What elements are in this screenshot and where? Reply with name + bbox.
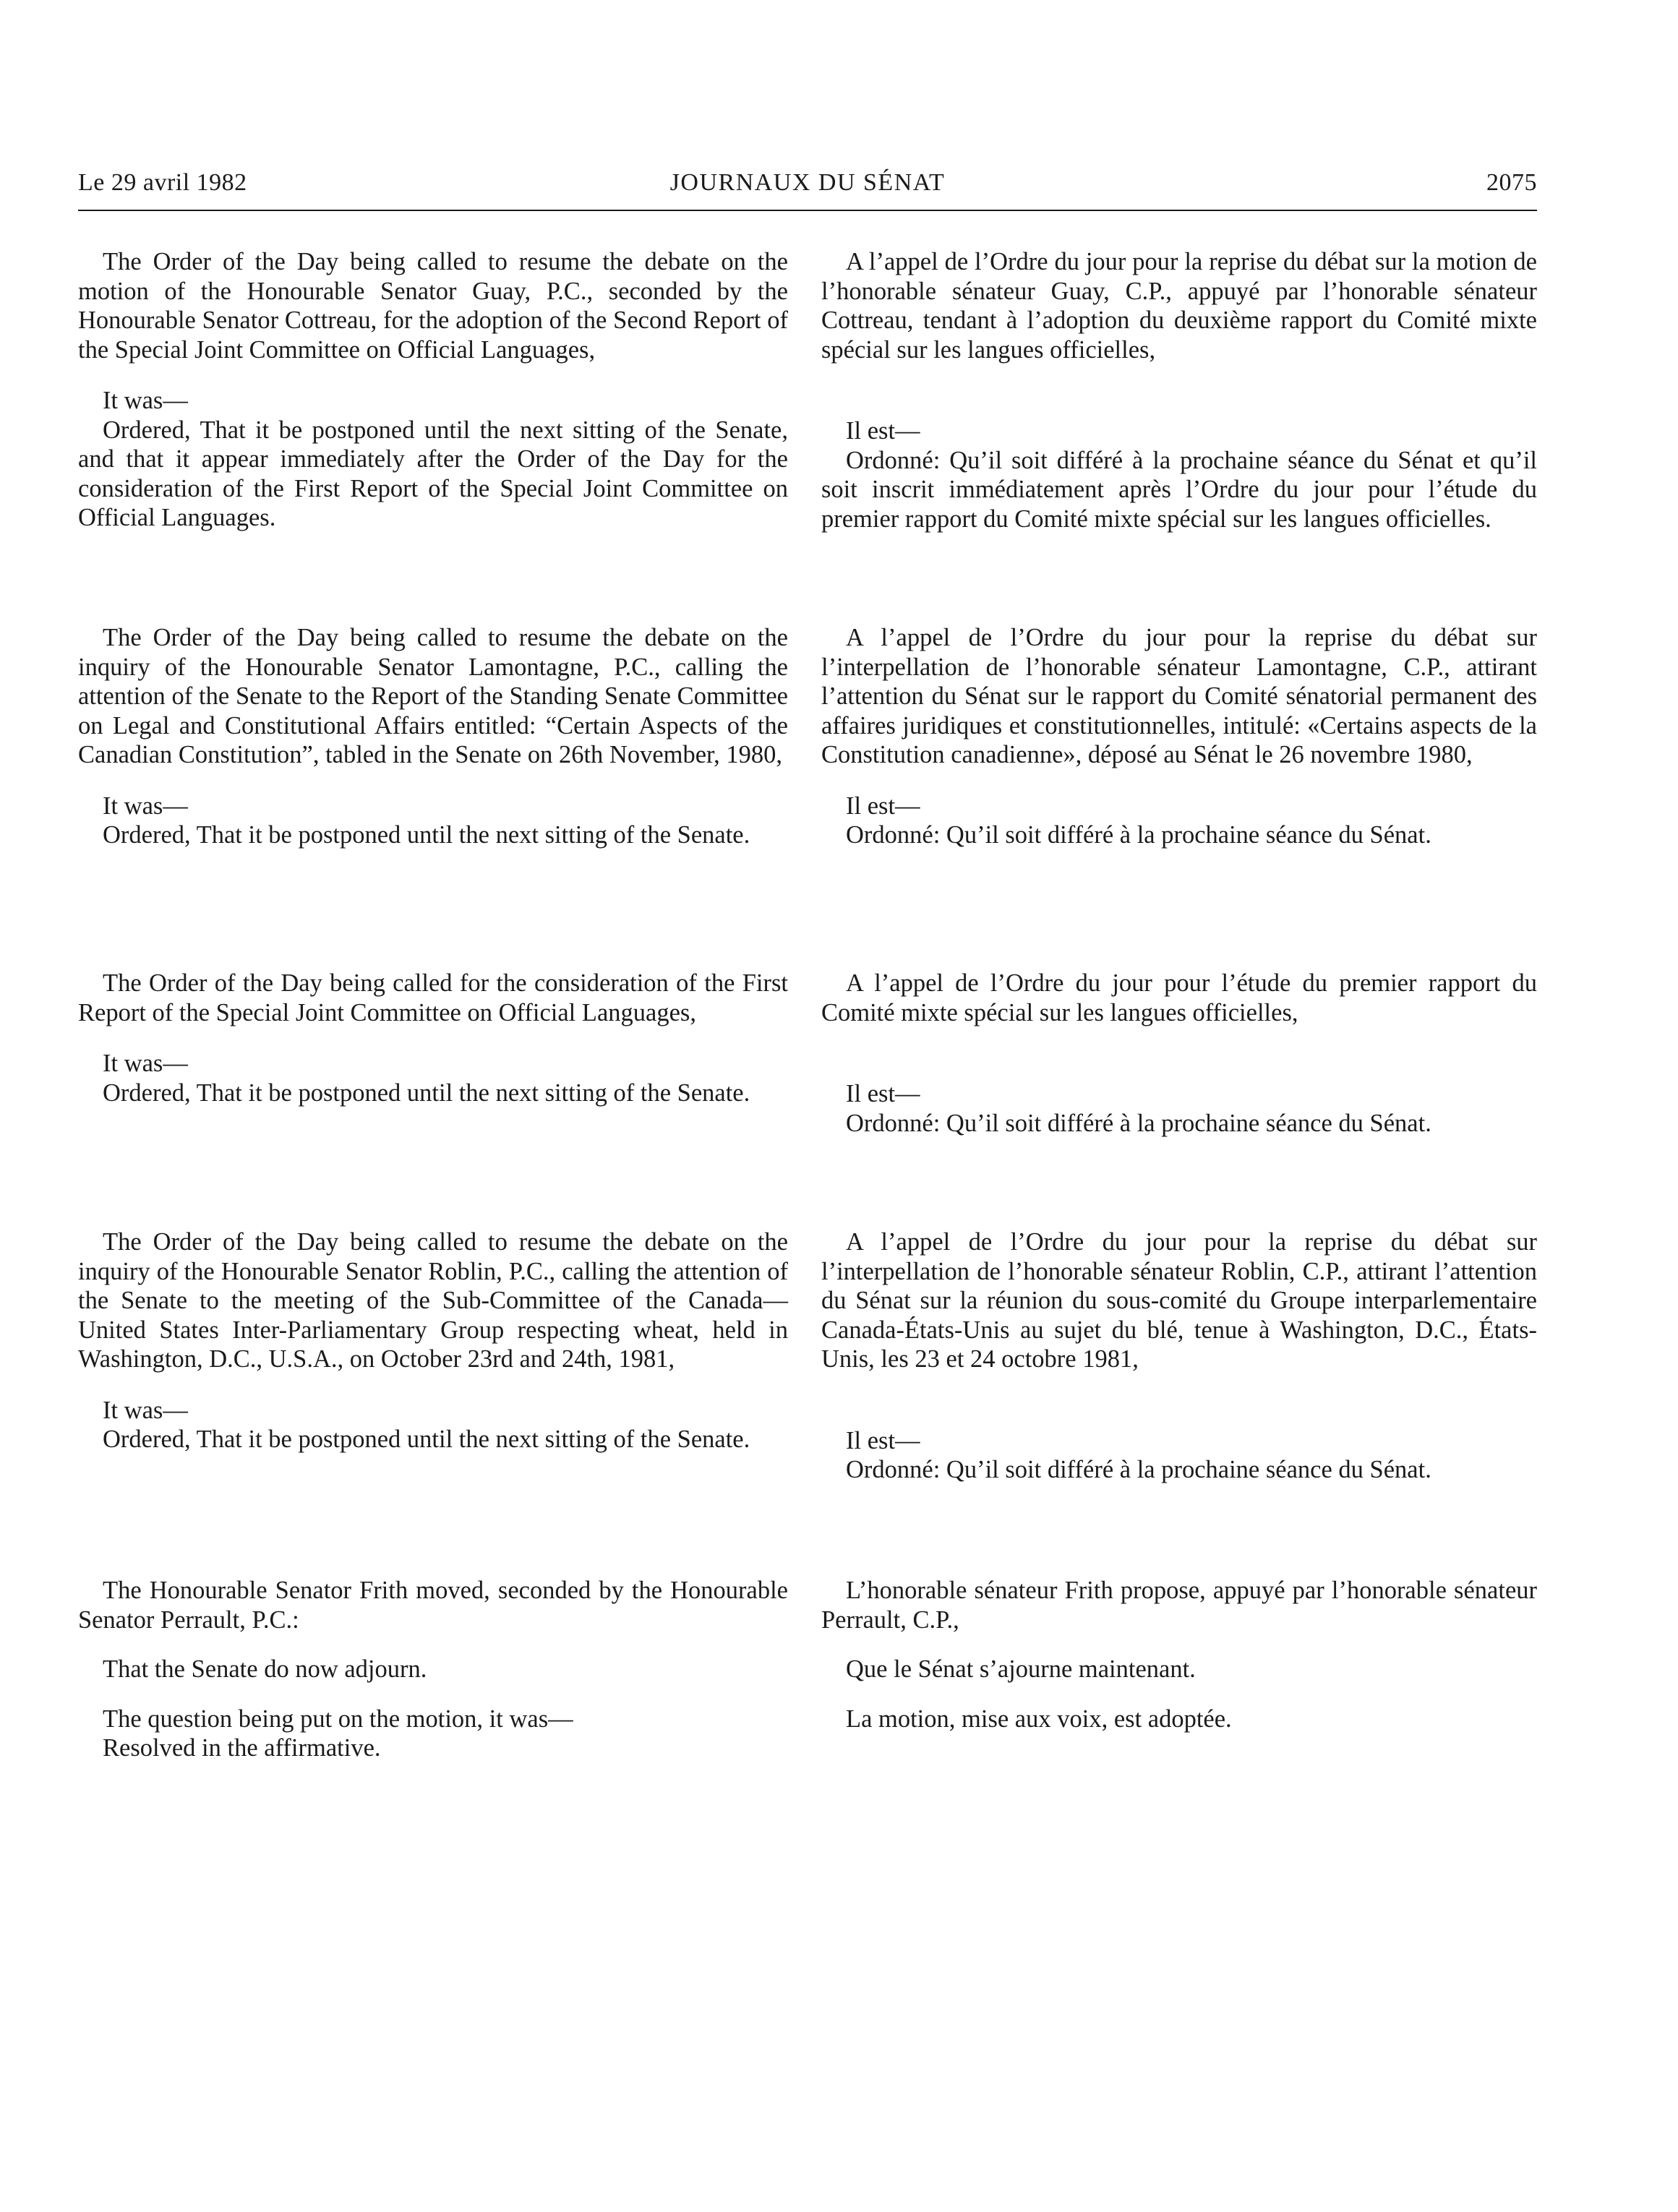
- en-item-5-intro: The Honourable Senator Frith moved, seconded by the Honourable Senator Perrault, P.C.:: [78, 1577, 788, 1634]
- fr-item-5: [821, 1576, 1537, 1733]
- header-date: Le 29 avril 1982: [78, 169, 247, 196]
- fr-item-1-ordonne: Ordonné: Qu’il soit différé à la prochaine séance du Sénat et qu’il soit inscrit immédiatement après l’Ordre du jour pour l’étude du premier rapport du Comité mixte spécial sur les langues officielles.: [821, 446, 1537, 533]
- en-item-3-it-was: It was—: [103, 1050, 188, 1077]
- fr-item-2-ordonne: Ordonné: Qu’il soit différé à la prochaine séance du Sénat.: [846, 821, 1431, 849]
- fr-item-4-il-est: Il est—: [846, 1426, 920, 1454]
- fr-item-2: [821, 623, 1537, 850]
- en-item-4-ordered: Ordered, That it be postponed until the next sitting of the Senate.: [103, 1426, 750, 1453]
- header-rule: [78, 210, 1537, 211]
- en-item-3-intro: The Order of the Day being called for the consideration of the First Report of the Special Joint Committee on Official Languages,: [78, 969, 788, 1026]
- fr-item-3: [821, 969, 1537, 1138]
- fr-item-5-result: La motion, mise aux voix, est adoptée.: [846, 1705, 1232, 1733]
- en-item-1-intro: The Order of the Day being called to resume the debate on the motion of the Honourable Senator Guay, P.C., seconded by the Honourable Senator Cottreau, for the adoption of the Second Report of the Special Joint Committee on Official Languages,: [78, 248, 788, 364]
- fr-item-3-il-est: Il est—: [846, 1080, 920, 1107]
- en-item-2-intro: The Order of the Day being called to resume the debate on the inquiry of the Honourable Senator Lamontagne, P.C., calling the attention of the Senate to the Report of the Standing Senate Committee on Legal and Constitutional Affairs entitled: “Certain Aspects of the Canadian Constitution”, tabled in the Senate on 26th November, 1980,: [78, 624, 788, 768]
- en-item-1-it-was: It was—: [103, 387, 188, 414]
- fr-item-5-motion: Que le Sénat s’ajourne maintenant.: [846, 1655, 1196, 1683]
- header-title: JOURNAUX DU SÉNAT: [669, 169, 946, 196]
- en-item-4-it-was: It was—: [103, 1396, 188, 1424]
- fr-item-3-intro: A l’appel de l’Ordre du jour pour l’étude du premier rapport du Comité mixte spécial sur les langues officielles,: [821, 969, 1537, 1026]
- en-item-5: [78, 1576, 788, 1763]
- fr-item-1: [821, 247, 1537, 533]
- en-item-3-ordered: Ordered, That it be postponed until the next sitting of the Senate.: [103, 1079, 750, 1107]
- page-number: 2075: [1486, 169, 1537, 196]
- fr-item-2-intro: A l’appel de l’Ordre du jour pour la reprise du débat sur l’interpellation de l’honorable sénateur Lamontagne, C.P., attirant l’attention du Sénat sur le rapport du Comité sénatorial permanent des affaires juridiques et constitutionnelles, intitulé: «Certains aspects de la Constitution canadienne», déposé au Sénat le 26 novembre 1980,: [821, 624, 1537, 768]
- en-item-5-question: The question being put on the motion, it was—: [103, 1705, 573, 1733]
- fr-item-3-ordonne: Ordonné: Qu’il soit différé à la prochaine séance du Sénat.: [846, 1109, 1431, 1137]
- fr-item-1-il-est: Il est—: [846, 417, 920, 445]
- en-item-3: [78, 969, 788, 1107]
- en-item-4-intro: The Order of the Day being called to resume the debate on the inquiry of the Honourable Senator Roblin, P.C., calling the attention of the Senate to the meeting of the Sub-Committee of the Canada—United States Inter-Parliamentary Group respecting wheat, held in Washington, D.C., U.S.A., on October 23rd and 24th, 1981,: [78, 1228, 788, 1373]
- fr-item-5-intro: L’honorable sénateur Frith propose, appuyé par l’honorable sénateur Perrault, C.P.,: [821, 1577, 1537, 1634]
- en-item-1-ordered: Ordered, That it be postponed until the next sitting of the Senate, and that it appear immediately after the Order of the Day for the consideration of the First Report of the Special Joint Committee on Official Languages.: [78, 416, 788, 531]
- fr-item-4-ordonne: Ordonné: Qu’il soit différé à la prochaine séance du Sénat.: [846, 1456, 1431, 1483]
- running-header: [78, 169, 1537, 211]
- en-item-2-ordered: Ordered, That it be postponed until the next sitting of the Senate.: [103, 821, 750, 849]
- fr-item-2-il-est: Il est—: [846, 792, 920, 820]
- en-item-5-motion: That the Senate do now adjourn.: [103, 1655, 427, 1683]
- en-item-2: [78, 623, 788, 850]
- en-item-2-it-was: It was—: [103, 792, 188, 820]
- en-item-5-resolved: Resolved in the affirmative.: [103, 1734, 381, 1762]
- en-item-1: [78, 247, 788, 533]
- fr-item-1-intro: A l’appel de l’Ordre du jour pour la reprise du débat sur la motion de l’honorable sénateur Guay, C.P., appuyé par l’honorable sénateur Cottreau, tendant à l’adoption du deuxième rapport du Comité mixte spécial sur les langues officielles,: [821, 248, 1537, 364]
- fr-item-4: [821, 1227, 1537, 1485]
- en-item-4: [78, 1227, 788, 1454]
- fr-item-4-intro: A l’appel de l’Ordre du jour pour la reprise du débat sur l’interpellation de l’honorable sénateur Roblin, C.P., attirant l’attention du Sénat sur la réunion du sous-comité du Groupe interparlementaire Canada-États-Unis au sujet du blé, tenue à Washington, D.C., États-Unis, les 23 et 24 octobre 1981,: [821, 1228, 1537, 1373]
